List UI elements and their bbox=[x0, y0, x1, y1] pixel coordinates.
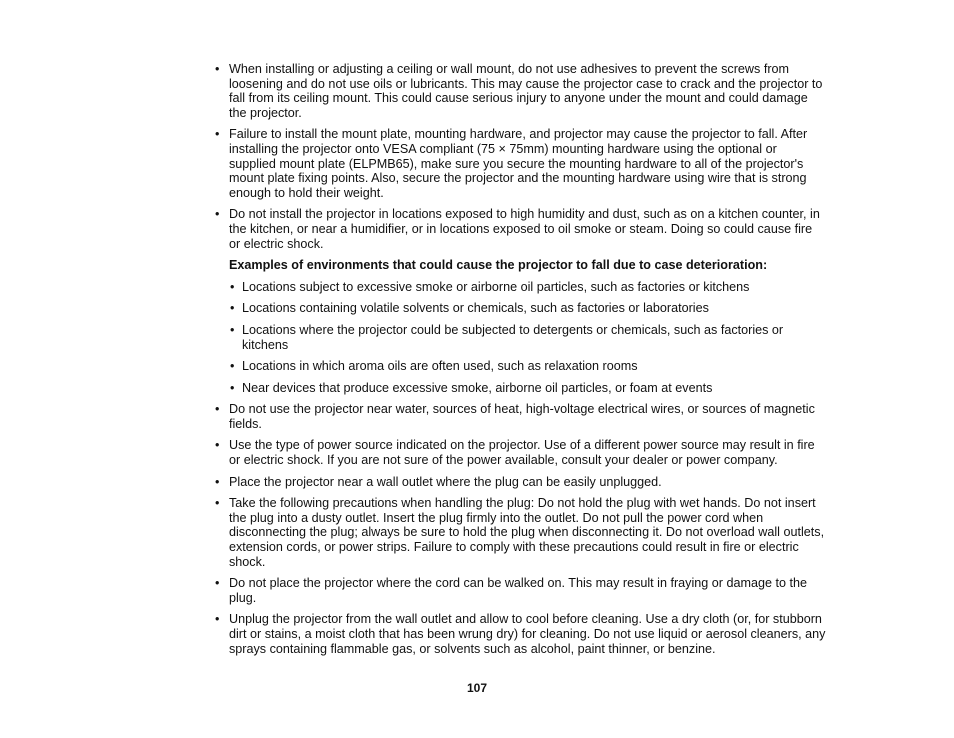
safety-list-top bbox=[214, 62, 826, 251]
list-item: • Do not install the projector in locations exposed to high humidity and dust, such as on a kitchen counter, in the kitchen, or near a humidifier, or in locations exposed to oil smoke or steam. Doing so could cause fire or electric shock. bbox=[214, 207, 826, 251]
list-item: • Locations subject to excessive smoke or airborne oil particles, such as factories or kitchens bbox=[229, 280, 826, 295]
document-body bbox=[214, 62, 826, 663]
list-item: • Locations where the projector could be subjected to detergents or chemicals, such as factories or kitchens bbox=[229, 323, 826, 352]
list-item: • Use the type of power source indicated on the projector. Use of a different power source may result in fire or electric shock. If you are not sure of the power available, consult your dealer or power company. bbox=[214, 438, 826, 467]
list-item: • When installing or adjusting a ceiling or wall mount, do not use adhesives to prevent the screws from loosening and do not use oils or lubricants. This may cause the projector case to crack and the projector to fall from its ceiling mount. This could cause serious injury to anyone under the mount and could damage the projector. bbox=[214, 62, 826, 120]
list-item: • Unplug the projector from the wall outlet and allow to cool before cleaning. Use a dry cloth (or, for stubborn dirt or stains, a moist cloth that has been wrung dry) for cleaning. Do not use liquid or aerosol cleaners, any sprays containing flammable gas, or solvents such as alcohol, paint thinner, or benzine. bbox=[214, 612, 826, 656]
list-item: • Do not use the projector near water, sources of heat, high-voltage electrical wires, or sources of magnetic fields. bbox=[214, 402, 826, 431]
list-item: • Failure to install the mount plate, mounting hardware, and projector may cause the projector to fall. After installing the projector onto VESA compliant (75 × 75mm) mounting hardware using the optional or supplied mount plate (ELPMB65), make sure you secure the mounting hardware to all of the projector's mount plate fixing points. Also, secure the projector and the mounting hardware using wire that is strong enough to hold their weight. bbox=[214, 127, 826, 200]
list-item: • Locations containing volatile solvents or chemicals, such as factories or laboratories bbox=[229, 301, 826, 316]
list-item: • Do not place the projector where the cord can be walked on. This may result in fraying or damage to the plug. bbox=[214, 576, 826, 605]
safety-list-bottom bbox=[214, 402, 826, 656]
examples-list bbox=[214, 280, 826, 396]
page-number: 107 bbox=[466, 681, 488, 695]
examples-heading: Examples of environments that could cause the projector to fall due to case deterioration: bbox=[229, 258, 768, 273]
list-item: • Place the projector near a wall outlet where the plug can be easily unplugged. bbox=[214, 475, 826, 490]
list-item: • Near devices that produce excessive smoke, airborne oil particles, or foam at events bbox=[229, 381, 826, 396]
list-item: • Locations in which aroma oils are often used, such as relaxation rooms bbox=[229, 359, 826, 374]
list-item: • Take the following precautions when handling the plug: Do not hold the plug with wet hands. Do not insert the plug into a dusty outlet. Insert the plug firmly into the outlet. Do not pull the power cord when disconnecting the plug; always be sure to hold the plug when disconnecting it. Do not overload wall outlets, extension cords, or power strips. Failure to comply with these precautions could result in fire or electric shock. bbox=[214, 496, 826, 569]
